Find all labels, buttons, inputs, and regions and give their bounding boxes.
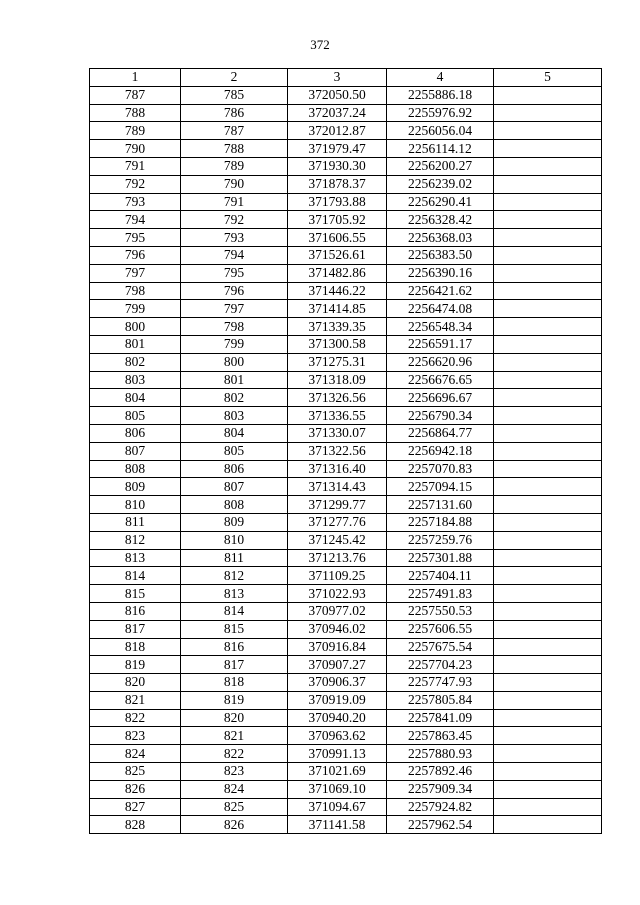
table-cell: 801	[90, 335, 181, 353]
table-cell: 788	[90, 104, 181, 122]
table-cell: 370919.09	[288, 691, 387, 709]
table-row	[90, 674, 602, 692]
table-cell: 787	[181, 122, 288, 140]
table-cell: 2256390.16	[387, 264, 494, 282]
table-cell: 794	[181, 246, 288, 264]
table-cell	[494, 104, 602, 122]
header-row	[90, 69, 602, 87]
table-row	[90, 407, 602, 425]
table-cell: 2257675.54	[387, 638, 494, 656]
table-cell: 785	[181, 86, 288, 104]
table-cell: 371414.85	[288, 300, 387, 318]
table-cell: 818	[90, 638, 181, 656]
table-cell: 793	[90, 193, 181, 211]
table-cell: 2256421.62	[387, 282, 494, 300]
table-cell: 371316.40	[288, 460, 387, 478]
table-cell: 797	[181, 300, 288, 318]
table-cell	[494, 567, 602, 585]
table-cell: 371141.58	[288, 816, 387, 834]
table-cell: 819	[90, 656, 181, 674]
table-cell: 800	[181, 353, 288, 371]
table-cell: 794	[90, 211, 181, 229]
table-row	[90, 460, 602, 478]
table-cell: 808	[90, 460, 181, 478]
table-cell: 820	[90, 674, 181, 692]
table-cell: 811	[181, 549, 288, 567]
table-cell: 2257747.93	[387, 674, 494, 692]
table-cell: 371930.30	[288, 157, 387, 175]
table-cell: 2257491.83	[387, 585, 494, 603]
table-cell	[494, 211, 602, 229]
table-row	[90, 638, 602, 656]
table-cell: 2257404.11	[387, 567, 494, 585]
table-cell	[494, 264, 602, 282]
table-row	[90, 353, 602, 371]
table-cell: 2256200.27	[387, 157, 494, 175]
table-cell: 808	[181, 496, 288, 514]
table-cell	[494, 122, 602, 140]
table-cell: 2255886.18	[387, 86, 494, 104]
table-row	[90, 531, 602, 549]
table-row	[90, 104, 602, 122]
table-cell: 2257131.60	[387, 496, 494, 514]
table-cell	[494, 442, 602, 460]
table-cell	[494, 407, 602, 425]
table-cell: 2256056.04	[387, 122, 494, 140]
table-cell: 822	[90, 709, 181, 727]
table-cell	[494, 424, 602, 442]
table-cell: 371326.56	[288, 389, 387, 407]
table-cell: 371793.88	[288, 193, 387, 211]
table-body	[90, 86, 602, 833]
table-cell: 370916.84	[288, 638, 387, 656]
table-cell: 2257606.55	[387, 620, 494, 638]
table-cell: 814	[90, 567, 181, 585]
table-cell: 2256548.34	[387, 318, 494, 336]
table-cell	[494, 353, 602, 371]
table-cell: 2257863.45	[387, 727, 494, 745]
header-cell: 3	[288, 69, 387, 87]
table-cell	[494, 709, 602, 727]
table-cell: 371277.76	[288, 513, 387, 531]
table-row	[90, 478, 602, 496]
table-cell: 807	[181, 478, 288, 496]
table-row	[90, 567, 602, 585]
table-cell: 828	[90, 816, 181, 834]
table-cell: 371300.58	[288, 335, 387, 353]
table-header	[90, 69, 602, 87]
table-cell: 371979.47	[288, 140, 387, 158]
table-cell: 792	[181, 211, 288, 229]
table-cell: 788	[181, 140, 288, 158]
table-cell: 816	[181, 638, 288, 656]
table-cell	[494, 674, 602, 692]
table-cell: 812	[90, 531, 181, 549]
table-cell	[494, 318, 602, 336]
table-cell: 371314.43	[288, 478, 387, 496]
table-row	[90, 300, 602, 318]
table-cell	[494, 727, 602, 745]
table-cell: 371318.09	[288, 371, 387, 389]
table-cell: 371022.93	[288, 585, 387, 603]
table-cell: 804	[181, 424, 288, 442]
table-cell: 2257704.23	[387, 656, 494, 674]
table-cell: 810	[181, 531, 288, 549]
table-cell: 371299.77	[288, 496, 387, 514]
table-cell	[494, 229, 602, 247]
table-cell: 819	[181, 691, 288, 709]
table-cell: 2256383.50	[387, 246, 494, 264]
table-cell	[494, 745, 602, 763]
header-cell: 1	[90, 69, 181, 87]
table-cell: 2256620.96	[387, 353, 494, 371]
table-cell	[494, 691, 602, 709]
table-cell: 787	[90, 86, 181, 104]
table-cell: 2255976.92	[387, 104, 494, 122]
table-cell: 793	[181, 229, 288, 247]
table-cell: 2257259.76	[387, 531, 494, 549]
table-cell: 2257962.54	[387, 816, 494, 834]
table-cell: 371094.67	[288, 798, 387, 816]
table-cell	[494, 371, 602, 389]
table-cell: 371021.69	[288, 763, 387, 781]
table-cell: 825	[181, 798, 288, 816]
table-cell: 797	[90, 264, 181, 282]
table-cell: 792	[90, 175, 181, 193]
table-cell: 371275.31	[288, 353, 387, 371]
table-cell: 371705.92	[288, 211, 387, 229]
table-cell: 2256474.08	[387, 300, 494, 318]
table-cell	[494, 389, 602, 407]
table-cell	[494, 335, 602, 353]
table-cell: 2256114.12	[387, 140, 494, 158]
table-cell: 800	[90, 318, 181, 336]
table-cell: 826	[181, 816, 288, 834]
table-row	[90, 282, 602, 300]
table-cell: 817	[181, 656, 288, 674]
table-cell	[494, 282, 602, 300]
table-cell	[494, 246, 602, 264]
table-row	[90, 691, 602, 709]
table-row	[90, 656, 602, 674]
table-cell: 827	[90, 798, 181, 816]
table-cell: 370906.37	[288, 674, 387, 692]
table-cell: 2257892.46	[387, 763, 494, 781]
table-cell: 2256368.03	[387, 229, 494, 247]
table-cell	[494, 478, 602, 496]
table-cell: 811	[90, 513, 181, 531]
table-cell: 2256790.34	[387, 407, 494, 425]
table-cell: 802	[181, 389, 288, 407]
table-cell: 805	[90, 407, 181, 425]
table-cell: 789	[90, 122, 181, 140]
table-cell: 2256676.65	[387, 371, 494, 389]
table-row	[90, 798, 602, 816]
table-cell: 372012.87	[288, 122, 387, 140]
table-cell: 798	[90, 282, 181, 300]
table-row	[90, 318, 602, 336]
table-cell	[494, 656, 602, 674]
table-row	[90, 371, 602, 389]
table-row	[90, 229, 602, 247]
table-cell: 370963.62	[288, 727, 387, 745]
table-cell	[494, 460, 602, 478]
table-cell: 786	[181, 104, 288, 122]
table-row	[90, 780, 602, 798]
table-cell: 371339.35	[288, 318, 387, 336]
table-cell: 2256942.18	[387, 442, 494, 460]
table-cell: 798	[181, 318, 288, 336]
table-cell: 818	[181, 674, 288, 692]
table-cell: 371245.42	[288, 531, 387, 549]
table-cell: 815	[90, 585, 181, 603]
table-cell: 789	[181, 157, 288, 175]
table-cell: 812	[181, 567, 288, 585]
table-cell: 2257070.83	[387, 460, 494, 478]
table-cell: 796	[181, 282, 288, 300]
table-cell: 791	[181, 193, 288, 211]
table-row	[90, 549, 602, 567]
table-cell: 790	[181, 175, 288, 193]
table-row	[90, 709, 602, 727]
table-cell: 790	[90, 140, 181, 158]
table-cell: 816	[90, 602, 181, 620]
table-cell	[494, 638, 602, 656]
table-cell	[494, 496, 602, 514]
table-cell	[494, 86, 602, 104]
table-cell	[494, 763, 602, 781]
table-row	[90, 745, 602, 763]
table-cell: 2257550.53	[387, 602, 494, 620]
table-cell: 372050.50	[288, 86, 387, 104]
table-cell: 813	[181, 585, 288, 603]
table-cell: 791	[90, 157, 181, 175]
table-row	[90, 335, 602, 353]
table-cell: 2257841.09	[387, 709, 494, 727]
table-cell: 806	[90, 424, 181, 442]
table-cell: 371213.76	[288, 549, 387, 567]
table-cell	[494, 585, 602, 603]
table-row	[90, 620, 602, 638]
table-cell: 822	[181, 745, 288, 763]
table-cell: 2257924.82	[387, 798, 494, 816]
table-cell	[494, 549, 602, 567]
table-row	[90, 193, 602, 211]
table-cell: 813	[90, 549, 181, 567]
table-cell: 810	[90, 496, 181, 514]
table-row	[90, 602, 602, 620]
table-cell: 371069.10	[288, 780, 387, 798]
table-cell	[494, 780, 602, 798]
page-number: 372	[310, 37, 330, 52]
table-row	[90, 389, 602, 407]
table-cell: 370977.02	[288, 602, 387, 620]
table-cell: 809	[181, 513, 288, 531]
table-cell: 821	[90, 691, 181, 709]
table-cell: 2257880.93	[387, 745, 494, 763]
table-cell: 2257301.88	[387, 549, 494, 567]
table-cell: 805	[181, 442, 288, 460]
table-cell: 814	[181, 602, 288, 620]
table-cell: 2256864.77	[387, 424, 494, 442]
table-cell: 809	[90, 478, 181, 496]
table-cell: 817	[90, 620, 181, 638]
table-cell: 2256591.17	[387, 335, 494, 353]
table-cell: 795	[181, 264, 288, 282]
table-cell	[494, 816, 602, 834]
table-cell	[494, 531, 602, 549]
table-cell: 799	[181, 335, 288, 353]
table-cell: 821	[181, 727, 288, 745]
table-row	[90, 442, 602, 460]
table-cell: 825	[90, 763, 181, 781]
table-cell: 371482.86	[288, 264, 387, 282]
table-cell: 2257909.34	[387, 780, 494, 798]
table-cell: 795	[90, 229, 181, 247]
table-cell: 823	[90, 727, 181, 745]
header-cell: 2	[181, 69, 288, 87]
coordinates-table	[89, 68, 602, 834]
table-cell	[494, 602, 602, 620]
table-row	[90, 175, 602, 193]
table-cell: 371446.22	[288, 282, 387, 300]
table-cell: 2256290.41	[387, 193, 494, 211]
table-cell: 824	[90, 745, 181, 763]
table-row	[90, 763, 602, 781]
table-cell	[494, 798, 602, 816]
table-row	[90, 246, 602, 264]
table-cell: 371878.37	[288, 175, 387, 193]
table-row	[90, 496, 602, 514]
table-cell	[494, 300, 602, 318]
table-cell	[494, 140, 602, 158]
table-row	[90, 264, 602, 282]
table-cell: 370946.02	[288, 620, 387, 638]
table-cell: 371330.07	[288, 424, 387, 442]
table-row	[90, 140, 602, 158]
table-cell: 815	[181, 620, 288, 638]
table-cell: 804	[90, 389, 181, 407]
table-cell: 824	[181, 780, 288, 798]
table-cell: 799	[90, 300, 181, 318]
table-row	[90, 727, 602, 745]
table-cell	[494, 620, 602, 638]
table-row	[90, 585, 602, 603]
table-cell: 2257184.88	[387, 513, 494, 531]
table-cell: 803	[90, 371, 181, 389]
table-cell: 371526.61	[288, 246, 387, 264]
table-cell	[494, 157, 602, 175]
table-row	[90, 513, 602, 531]
table-cell: 370991.13	[288, 745, 387, 763]
table-row	[90, 424, 602, 442]
table-cell: 801	[181, 371, 288, 389]
header-cell: 4	[387, 69, 494, 87]
table-cell: 370940.20	[288, 709, 387, 727]
table-cell: 371109.25	[288, 567, 387, 585]
table-cell: 2257094.15	[387, 478, 494, 496]
table-cell: 823	[181, 763, 288, 781]
table-row	[90, 211, 602, 229]
table-cell: 371322.56	[288, 442, 387, 460]
table-cell: 796	[90, 246, 181, 264]
table-cell	[494, 513, 602, 531]
table-cell: 370907.27	[288, 656, 387, 674]
table-cell	[494, 175, 602, 193]
header-cell: 5	[494, 69, 602, 87]
table-cell: 826	[90, 780, 181, 798]
table-cell: 371336.55	[288, 407, 387, 425]
table-cell: 372037.24	[288, 104, 387, 122]
table-row	[90, 86, 602, 104]
table-cell: 371606.55	[288, 229, 387, 247]
table-cell: 807	[90, 442, 181, 460]
table-cell: 2256696.67	[387, 389, 494, 407]
table-cell: 2257805.84	[387, 691, 494, 709]
table-cell: 806	[181, 460, 288, 478]
table-cell: 803	[181, 407, 288, 425]
table-cell: 2256328.42	[387, 211, 494, 229]
table-cell: 2256239.02	[387, 175, 494, 193]
table-row	[90, 157, 602, 175]
table-row	[90, 816, 602, 834]
table-cell: 820	[181, 709, 288, 727]
table-cell	[494, 193, 602, 211]
table-cell: 802	[90, 353, 181, 371]
table-row	[90, 122, 602, 140]
